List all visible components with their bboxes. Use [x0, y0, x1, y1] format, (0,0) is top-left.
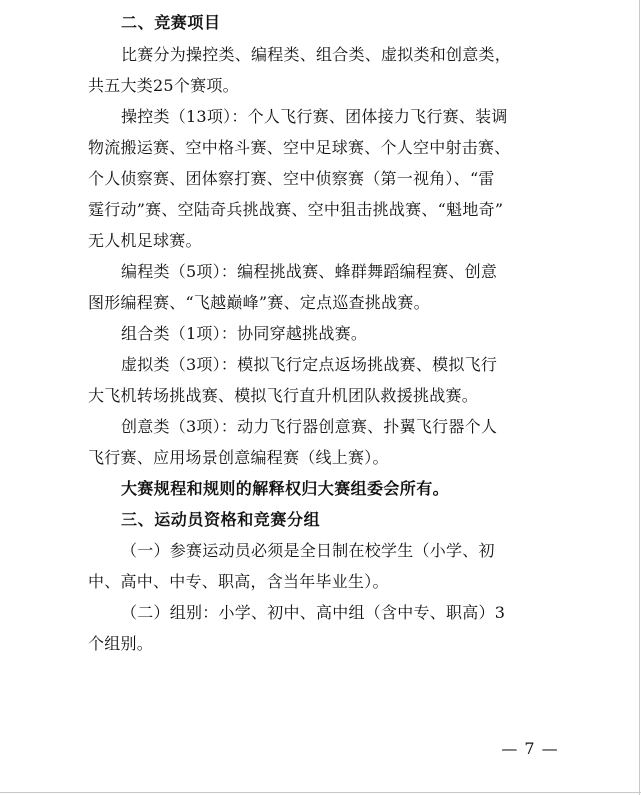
paragraph-line: 中、高中、中专、职高，含当年毕业生）。	[88, 572, 389, 591]
paragraph-line: （一）参赛运动员必须是全日制在校学生（小学、初	[121, 541, 495, 560]
paragraph-line: 组合类（1项）：协同穿越挑战赛。	[121, 324, 368, 343]
paragraph-line: 个人侦察赛、团体察打赛、空中侦察赛（第一视角）、“雷	[88, 169, 495, 188]
paragraph-line: 大飞机转场挑战赛、模拟飞行直升机团队救援挑战赛。	[88, 386, 479, 405]
paragraph-line: 霆行动”赛、空陆奇兵挑战赛、空中狙击挑战赛、“魁地奇”	[88, 200, 504, 219]
page-bottom-border	[0, 792, 641, 793]
section-heading-athlete-eligibility: 三、运动员资格和竞赛分组	[121, 510, 321, 529]
paragraph-line: 编程类（5项）：编程挑战赛、蜂群舞蹈编程赛、创意	[121, 262, 498, 281]
paragraph-line: 操控类（13项）：个人飞行赛、团体接力飞行赛、装调	[121, 107, 508, 126]
paragraph-line: 图形编程赛、“飞越巅峰”赛、定点巡查挑战赛。	[88, 293, 430, 312]
paragraph-line: 共五大类25个赛项。	[88, 76, 239, 95]
paragraph-line: （二）组别：小学、初中、高中组（含中专、职高）3	[121, 603, 506, 622]
paragraph-line: 个组别。	[88, 634, 154, 653]
page-right-border	[639, 0, 640, 795]
paragraph-line: 飞行赛、应用场景创意编程赛（线上赛）。	[88, 448, 389, 467]
paragraph-line: 无人机足球赛。	[88, 231, 202, 250]
paragraph-line: 虚拟类（3项）：模拟飞行定点返场挑战赛、模拟飞行	[121, 355, 498, 374]
section-heading-competition-items: 二、竞赛项目	[121, 13, 221, 32]
paragraph-line: 比赛分为操控类、编程类、组合类、虚拟类和创意类，	[121, 45, 512, 64]
page-number: — 7 —	[501, 739, 559, 758]
paragraph-line: 创意类（3项）：动力飞行器创意赛、扑翼飞行器个人	[121, 417, 498, 436]
paragraph-line: 物流搬运赛、空中格斗赛、空中足球赛、个人空中射击赛、	[88, 138, 511, 157]
interpretation-rights-statement: 大赛规程和规则的解释权归大赛组委会所有。	[121, 479, 450, 498]
